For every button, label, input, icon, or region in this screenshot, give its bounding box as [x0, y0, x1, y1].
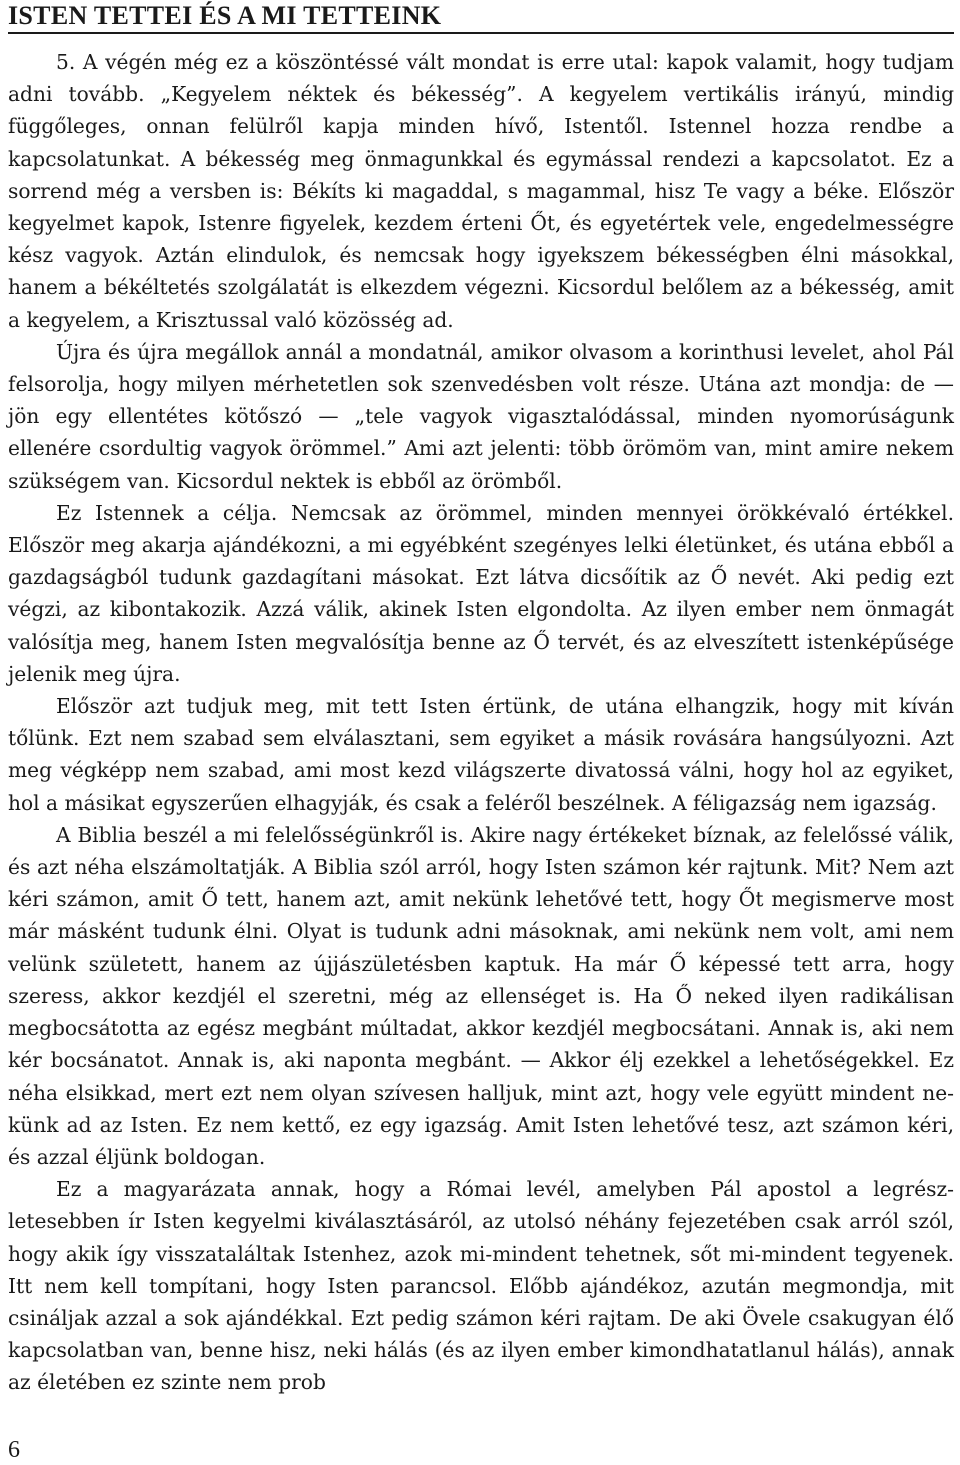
running-title: ISTEN TETTEI ÉS A MI TETTEINK: [8, 1, 442, 30]
body-text: [8, 46, 954, 1399]
paragraph: A Biblia beszél a mi felelősségünkről is. Akire nagy értékeket bíznak, az felelőssé válik, és azt néha elszámoltatják. A Biblia szól arról, hogy Isten számon kér rajtunk. Mit? Nem azt kéri számon, amit Ő tett, hanem azt, amit nekünk lehetővé tett, hogy Őt megismerve most már másként tudunk élni. Olyat is tudunk adni másoknak, ami nekünk nem volt, ami nem velünk született, hanem az újjászületésben kaptuk. Ha már Ő képessé tett arra, hogy szeress, akkor kezdjél el szeretni, még az ellenséget is. Ha Ő neked ilyen radikálisan megbocsátotta az egész megbánt múltadat, akkor kezdjél megbocsátani. Annak is, aki nem kér bocsánatot. Annak is, aki naponta megbánt. — Akkor élj ezekkel a lehetőségekkel. Ez néha elsikkad, mert ezt nem olyan szívesen halljuk, mint azt, hogy vele együtt mindent nekünk ad az Isten. Ez nem kettő, ez egy igazság. Amit Isten lehetővé tesz, azt számon kéri, és azzal éljünk boldogan.: [8, 822, 954, 1169]
paragraph: Újra és újra megállok annál a mondatnál, amikor olvasom a korinthusi levelet, ahol Pál felsorolja, hogy milyen mérhetetlen sok szenvedésben volt része. Utána azt mondja: de — jön egy ellentétes kötőszó — „tele vagyok vigasztalódással, minden nyomorúságunk ellenére csordultig vagyok örömmel.” Ami azt jelenti: több örömöm van, mint amire nekem szükségem van. Kicsordul nektek is ebből az örömből.: [8, 339, 954, 493]
paragraph: 5. A végén még ez a köszöntéssé vált mondat is erre utal: kapok valamit, hogy tudjam adni tovább. „Kegyelem néktek és békesség”. A kegyelem vertikális irányú, mindig függőleges, onnan felülről kapja minden hívő, Istentől. Istennel hozza rendbe a kapcsolatunkat. A békesség meg önmagunkkal és egymással rendezi a kapcsolatot. Ez a sorrend még a versben is: Békíts ki magaddal, s magammal, hisz Te vagy a béke. Először kegyelmet kapok, Istenre figyelek, kezdem érteni Őt, és egyetértek vele, engedelmességre kész vagyok. Aztán elindulok, és nemcsak hogy igyekszem békességben élni másokkal, hanem a békéltetés szolgálatát is elkezdem végezni. Kicsordul belőlem az a békesség, amit a kegyelem, a Krisztussal való közösség ad.: [8, 50, 954, 332]
page-number: 6: [8, 1437, 20, 1463]
paragraph: Ez a magyarázata annak, hogy a Római levél, amelyben Pál apostol a legrészletesebben ír Isten kegyelmi kiválasztásáról, az utolsó néhány fejezetében csak arról szól, hogy akik így visszataláltak Istenhez, azok mi-mindent tehetnek, sőt mi-mindent tegyenek. Itt nem kell tompítani, hogy Isten parancsol. Előbb ajándékoz, azután megmondja, mit csináljak azzal a sok ajándékkal. Ezt pedig számon kéri rajtam. De aki Övele csakugyan élő kapcsolatban van, benne hisz, neki hálás (és az ilyen ember kimondhatatlanul hálás), annak az életében ez szinte nem prob: [8, 1177, 954, 1395]
header-rule: [8, 32, 954, 34]
paragraph: Először azt tudjuk meg, mit tett Isten értünk, de utána elhangzik, hogy mit kíván tőlünk. Ezt nem szabad sem elválasztani, sem egyiket a másik rovására hangsúlyozni. Azt meg végképp nem szabad, ami most kezd világszerte divatossá válni, hogy hol az egyiket, hol a másikat egyszerűen elhagyják, és csak a feléről beszélnek. A féligazság nem igazság.: [8, 694, 954, 815]
paragraph: Ez Istennek a célja. Nemcsak az örömmel, minden mennyei örökkévaló értékkel. Először meg akarja ajándékozni, a mi egyébként szegényes lelki életünket, és utána ebből a gazdagságból tudunk gazdagítani másokat. Ezt látva dicsőítik az Ő nevét. Aki pedig ezt végzi, az kibontakozik. Azzá válik, akinek Isten elgondolta. Az ilyen ember nem önmagát valósítja meg, hanem Isten megvalósítja benne az Ő tervét, és az elveszített istenképűsége jelenik meg újra.: [8, 500, 954, 686]
